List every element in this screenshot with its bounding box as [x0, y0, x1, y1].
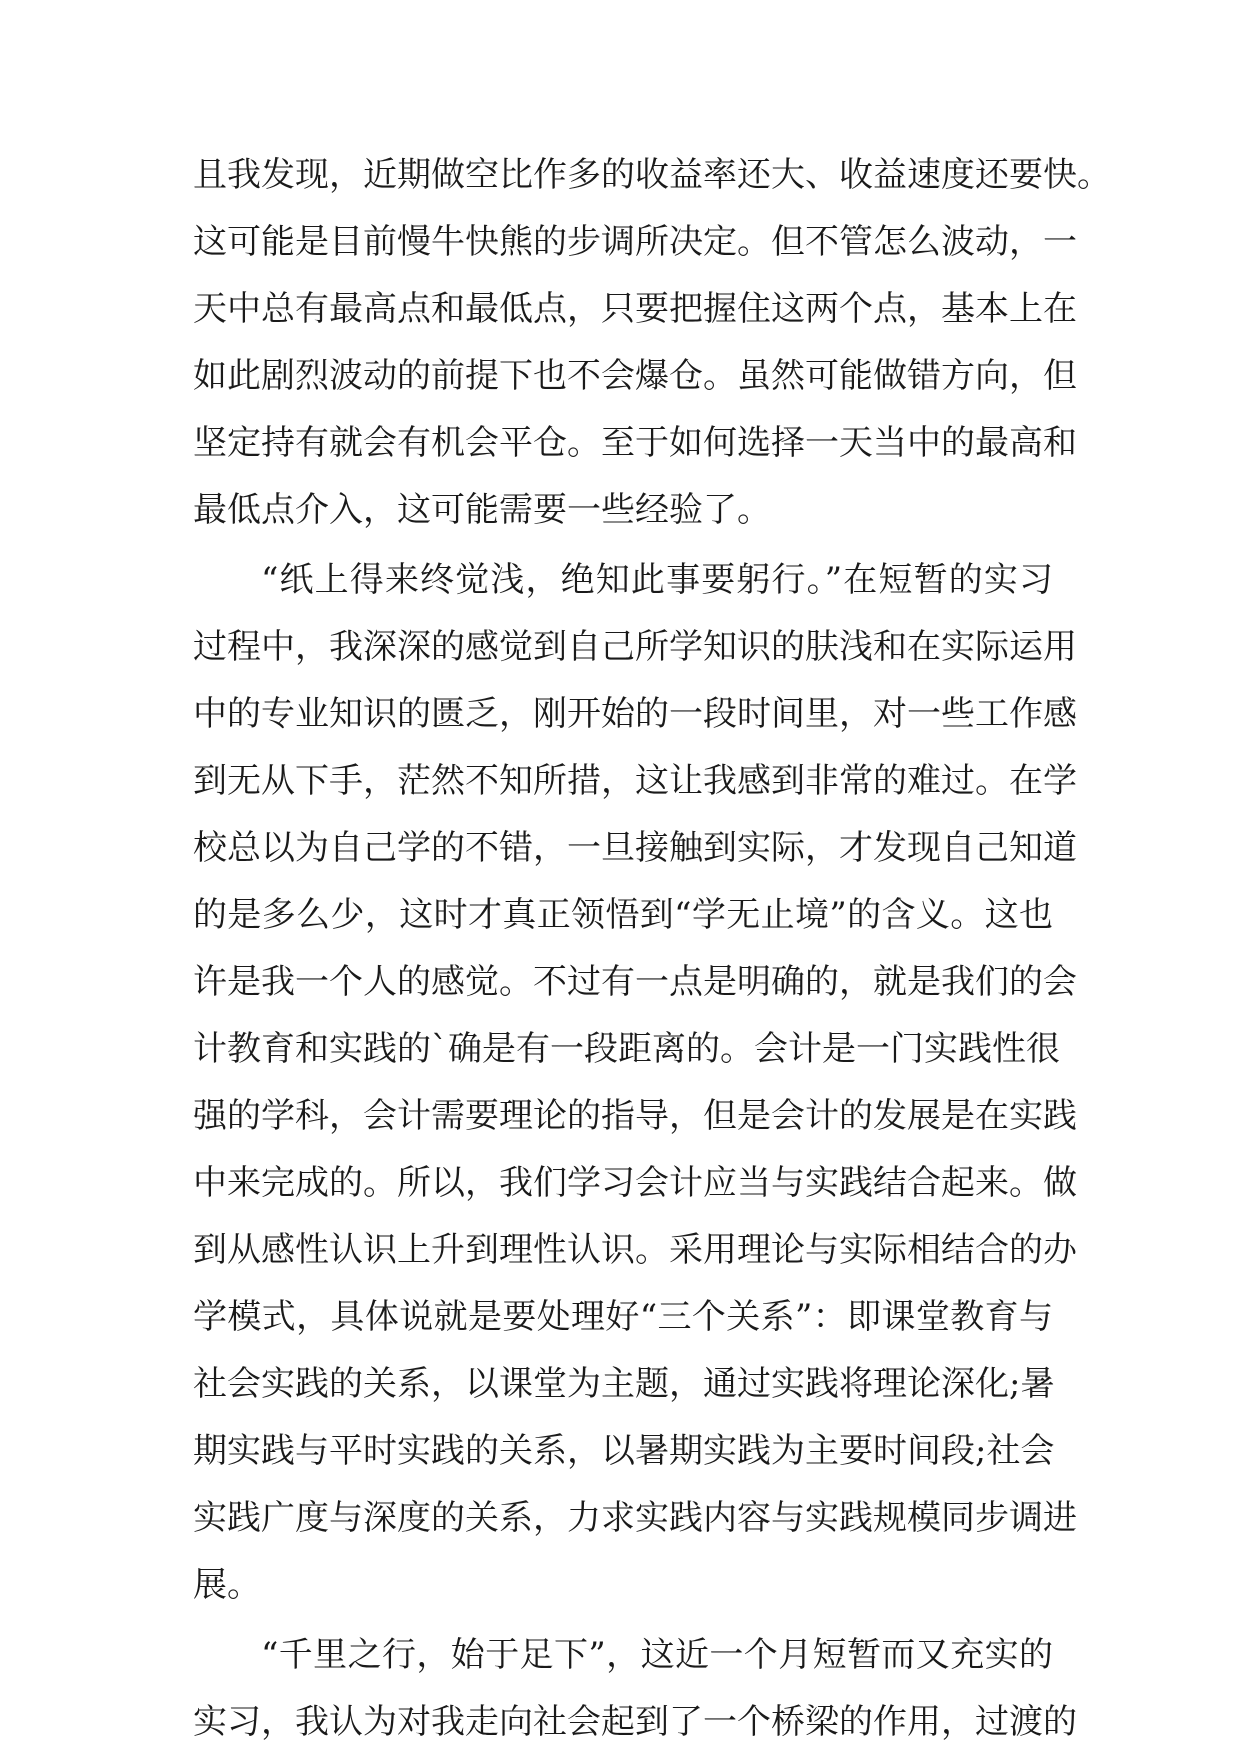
paragraph-3 — [193, 1622, 1077, 1756]
text-line: 最低点介入，这可能需要一些经验了。 — [193, 490, 771, 530]
text-line: 坚定持有就会有机会平仓。至于如何选择一天当中的最高和 — [193, 423, 1077, 463]
text-line: 展。 — [193, 1565, 261, 1605]
text-line: “纸上得来终觉浅，绝知此事要躬行。”在短暂的实习 — [261, 560, 1053, 600]
text-line: 天中总有最高点和最低点，只要把握住这两个点，基本上在 — [193, 289, 1077, 329]
text-line: 且我发现，近期做空比作多的收益率还大、收益速度还要快。 — [193, 155, 1111, 195]
text-line: 实践广度与深度的关系，力求实践内容与实践规模同步调进 — [193, 1498, 1077, 1538]
paragraph-1 — [193, 142, 1111, 544]
text-line: 计教育和实践的`确是有一段距离的。会计是一门实践性很 — [193, 1029, 1060, 1069]
paragraph-2 — [193, 547, 1077, 1619]
text-line: 强的学科，会计需要理论的指导，但是会计的发展是在实践 — [193, 1096, 1077, 1136]
text-line: “千里之行，始于足下”，这近一个月短暂而又充实的 — [261, 1635, 1053, 1675]
text-line: 如此剧烈波动的前提下也不会爆仓。虽然可能做错方向，但 — [193, 356, 1077, 396]
text-line: 到从感性认识上升到理性认识。采用理论与实际相结合的办 — [193, 1230, 1077, 1270]
text-line: 这可能是目前慢牛快熊的步调所决定。但不管怎么波动，一 — [193, 222, 1077, 262]
text-line: 中的专业知识的匮乏，刚开始的一段时间里，对一些工作感 — [193, 694, 1077, 734]
text-line: 的是多么少，这时才真正领悟到“学无止境”的含义。这也 — [193, 895, 1053, 935]
text-line: 期实践与平时实践的关系，以暑期实践为主要时间段;社会 — [193, 1431, 1055, 1471]
text-line: 过程中，我深深的感觉到自己所学知识的肤浅和在实际运用 — [193, 627, 1077, 667]
text-line: 实习，我认为对我走向社会起到了一个桥梁的作用，过渡的 — [193, 1702, 1077, 1742]
text-line: 许是我一个人的感觉。不过有一点是明确的，就是我们的会 — [193, 962, 1077, 1002]
document-body — [193, 142, 1111, 1756]
text-line: 学模式，具体说就是要处理好“三个关系”：即课堂教育与 — [193, 1297, 1053, 1337]
text-line: 中来完成的。所以，我们学习会计应当与实践结合起来。做 — [193, 1163, 1077, 1203]
text-line: 到无从下手，茫然不知所措，这让我感到非常的难过。在学 — [193, 761, 1077, 801]
text-line: 校总以为自己学的不错，一旦接触到实际，才发现自己知道 — [193, 828, 1077, 868]
text-line: 社会实践的关系，以课堂为主题，通过实践将理论深化;暑 — [193, 1364, 1055, 1404]
